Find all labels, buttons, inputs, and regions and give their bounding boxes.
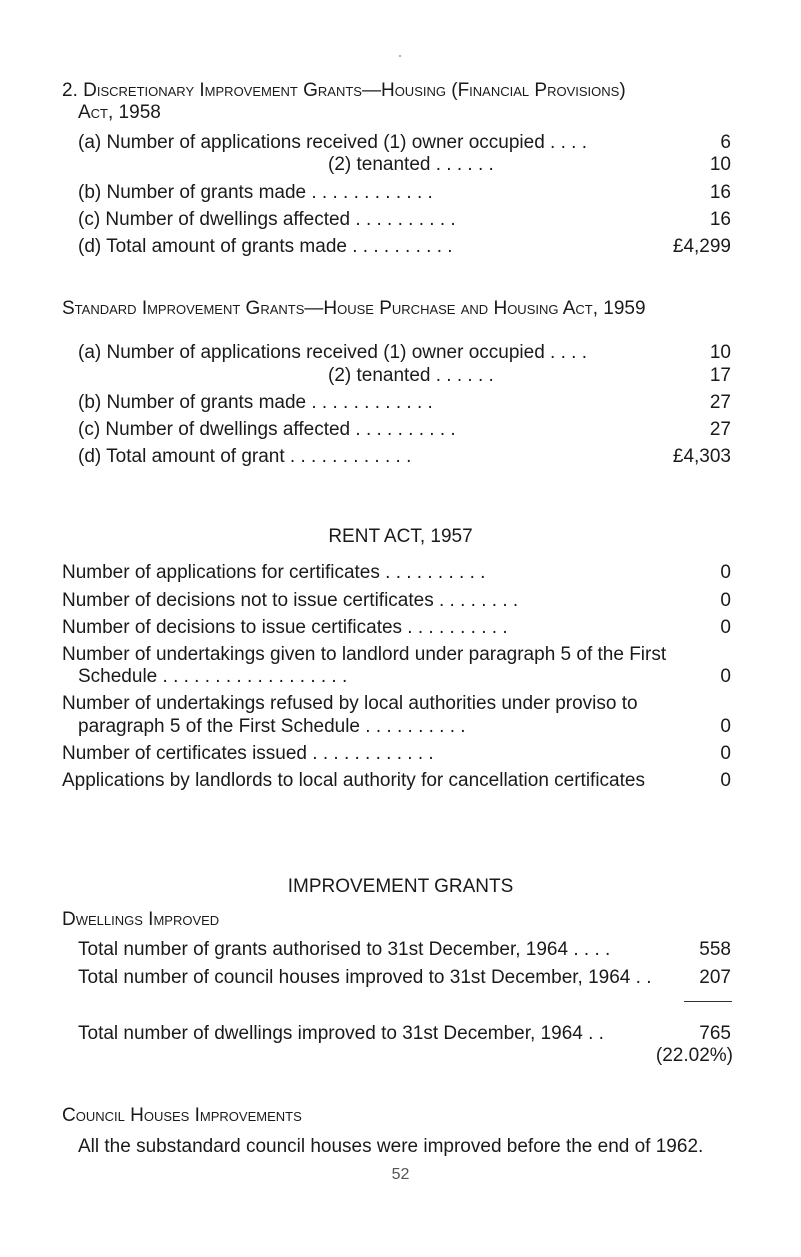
- section2-row-a-value: 10: [709, 342, 731, 363]
- section2-row-d-label: (d) Total amount of grant . . . . . . . . . . . .: [78, 446, 412, 467]
- section2-row-a2-value: 17: [709, 365, 731, 386]
- section4-row-3-value: 765: [699, 1023, 731, 1044]
- section4-row-3-label: Total number of dwellings improved to 31st December, 1964 . .: [78, 1023, 604, 1044]
- section1-row-a-label: (a) Number of applications received (1) owner occupied . . . .: [78, 132, 588, 153]
- section4-percent: (22.02%): [655, 1045, 733, 1066]
- speck-mark: [399, 55, 401, 57]
- section1-title-line2: Act, 1958: [78, 102, 161, 123]
- section1-row-d-value: £4,299: [672, 236, 731, 257]
- section3-row-7-value: 0: [720, 770, 731, 791]
- section1-row-a2-label: (2) tenanted . . . . . .: [328, 154, 494, 175]
- section5-text: All the substandard council houses were improved before the end of 1962.: [78, 1136, 704, 1157]
- section4-title: IMPROVEMENT GRANTS: [287, 876, 514, 897]
- section3-row-3-value: 0: [720, 617, 731, 638]
- section3-row-2-label: Number of decisions not to issue certificates . . . . . . . .: [62, 590, 519, 611]
- section2-row-c-value: 27: [709, 419, 731, 440]
- section5-title: Council Houses Improvements: [62, 1105, 302, 1126]
- section2-row-a2-label: (2) tenanted . . . . . .: [328, 365, 494, 386]
- section1-row-a-value: 6: [720, 132, 731, 153]
- section3-row-6-label: Number of certificates issued . . . . . . . . . . . .: [62, 743, 434, 764]
- section3-title: RENT ACT, 1957: [328, 526, 473, 547]
- section2-title: Standard Improvement Grants—House Purchase and Housing Act, 1959: [62, 298, 646, 319]
- section1-row-d-label: (d) Total amount of grants made . . . . . . . . . .: [78, 236, 453, 257]
- section2-row-d-value: £4,303: [672, 446, 731, 467]
- section3-row-2-value: 0: [720, 590, 731, 611]
- section2-row-c-label: (c) Number of dwellings affected . . . . . . . . . .: [78, 419, 456, 440]
- section3-row-4-label: Number of undertakings given to landlord under paragraph 5 of the First: [62, 644, 667, 665]
- section3-row-3-label: Number of decisions to issue certificates . . . . . . . . . .: [62, 617, 508, 638]
- section3-row-1-label: Number of applications for certificates . . . . . . . . . .: [62, 562, 486, 583]
- section3-row-7-label: Applications by landlords to local authority for cancellation certificates: [62, 770, 645, 791]
- section3-row-4-label2: Schedule . . . . . . . . . . . . . . . . . .: [78, 666, 348, 687]
- section2-row-a-label: (a) Number of applications received (1) owner occupied . . . .: [78, 342, 588, 363]
- section2-row-b-value: 27: [709, 392, 731, 413]
- section2-row-b-label: (b) Number of grants made . . . . . . . . . . . .: [78, 392, 433, 413]
- section3-row-5-value: 0: [720, 716, 731, 737]
- section1-row-b-value: 16: [709, 182, 731, 203]
- section1-row-a2-value: 10: [709, 154, 731, 175]
- section3-row-5-label: Number of undertakings refused by local authorities under proviso to: [62, 693, 638, 714]
- section1-row-b-label: (b) Number of grants made . . . . . . . . . . . .: [78, 182, 433, 203]
- page-number: 52: [391, 1166, 410, 1183]
- section1-row-c-label: (c) Number of dwellings affected . . . . . . . . . .: [78, 209, 456, 230]
- section4-row-2-label: Total number of council houses improved to 31st December, 1964 . .: [78, 967, 652, 988]
- section4-row-2-value: 207: [699, 967, 731, 988]
- section4-subtitle: Dwellings Improved: [62, 909, 220, 930]
- section3-row-4-value: 0: [720, 666, 731, 687]
- section4-row-1-value: 558: [699, 939, 731, 960]
- section3-row-1-value: 0: [720, 562, 731, 583]
- section3-row-5-label2: paragraph 5 of the First Schedule . . . . . . . . . .: [78, 716, 466, 737]
- section1-row-c-value: 16: [709, 209, 731, 230]
- section4-row-1-label: Total number of grants authorised to 31st December, 1964 . . . .: [78, 939, 611, 960]
- section1-title-line1: 2. Discretionary Improvement Grants—Housing (Financial Provisions): [62, 80, 626, 101]
- section3-row-6-value: 0: [720, 743, 731, 764]
- sum-rule: [684, 1001, 732, 1002]
